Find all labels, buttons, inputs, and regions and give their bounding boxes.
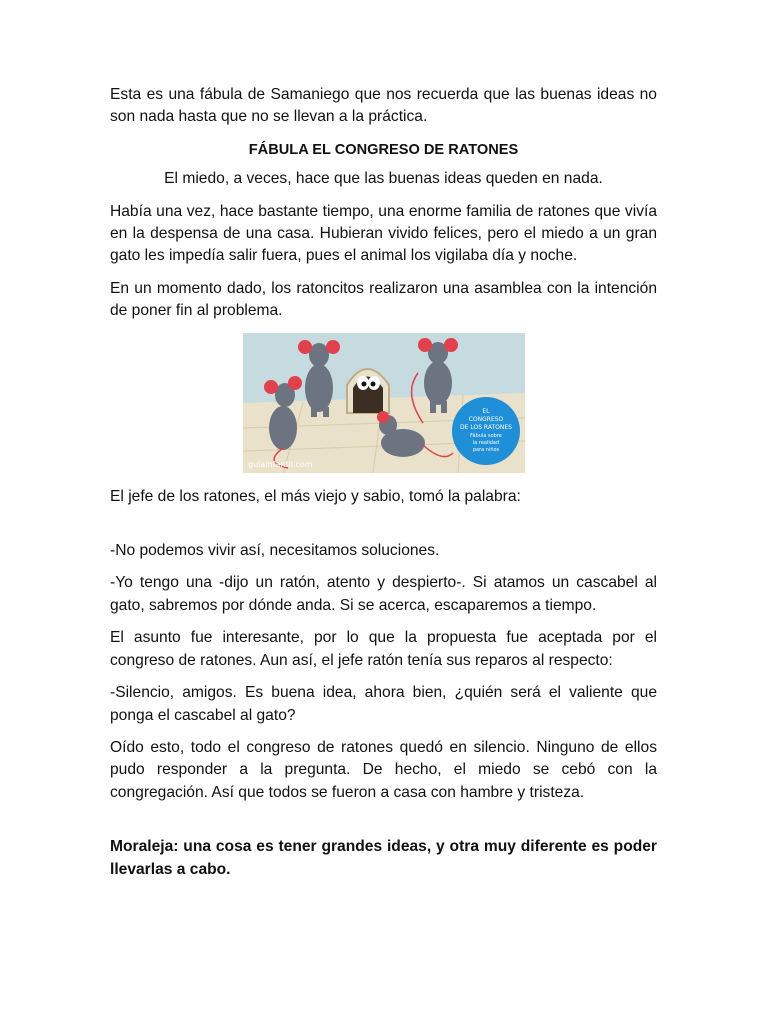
paragraph: -Silencio, amigos. Es buena idea, ahora bien, ¿quién será el valiente que ponga el cascabel al gato? (110, 684, 657, 724)
paragraph: -No podemos vivir así, necesitamos soluciones. (110, 542, 440, 560)
fable-illustration (243, 333, 525, 473)
badge-line: para niños (472, 446, 499, 453)
paragraph: -Yo tengo una -dijo un ratón, atento y despierto-. Si atamos un cascabel al gato, sabremos por dónde anda. Si se acerca, escaparemos a tiempo. (110, 574, 657, 614)
paragraph: Oído esto, todo el congreso de ratones quedó en silencio. Ninguno de ellos pudo responder a la pregunta. De hecho, el miedo se cebó con la congregación. Así que todos se fueron a casa con hambre y tristeza. (110, 738, 657, 801)
badge-line: EL (481, 407, 490, 415)
document-page (110, 84, 657, 881)
intro-paragraph: Esta es una fábula de Samaniego que nos recuerda que las buenas ideas no son nada hasta que no se llevan a la práctica. (110, 86, 657, 126)
badge-line: la realidad (472, 439, 499, 446)
badge-line: CONGRESO (468, 415, 503, 423)
paragraph: El jefe de los ratones, el más viejo y sabio, tomó la palabra: (110, 487, 521, 505)
badge-line: DE LOS RATONES (459, 423, 512, 431)
paragraph: En un momento dado, los ratoncitos realizaron una asamblea con la intención de poner fin al problema. (110, 279, 657, 320)
fable-subtitle: El miedo, a veces, hace que las buenas ideas queden en nada. (164, 170, 603, 188)
watermark: guiainfantil.com (247, 459, 313, 469)
fable-title: FÁBULA EL CONGRESO DE RATONES (248, 141, 519, 158)
moral: Moraleja: una cosa es tener grandes ideas, y otra muy diferente es poder llevarlas a cabo. (110, 838, 657, 878)
paragraph: El asunto fue interesante, por lo que la propuesta fue aceptada por el congreso de ratones. Aun así, el jefe ratón tenía sus reparos al respecto: (110, 629, 657, 669)
mice-congress-image (243, 333, 525, 473)
badge-line: Fábula sobre (469, 432, 502, 439)
paragraph: Había una vez, hace bastante tiempo, una enorme familia de ratones que vivía en la despensa de una casa. Hubieran vivido felices, pero el miedo a un gran gato les impedía salir fuera, pues el animal los vigilaba día y noche. (110, 202, 657, 265)
title-badge (452, 397, 520, 465)
